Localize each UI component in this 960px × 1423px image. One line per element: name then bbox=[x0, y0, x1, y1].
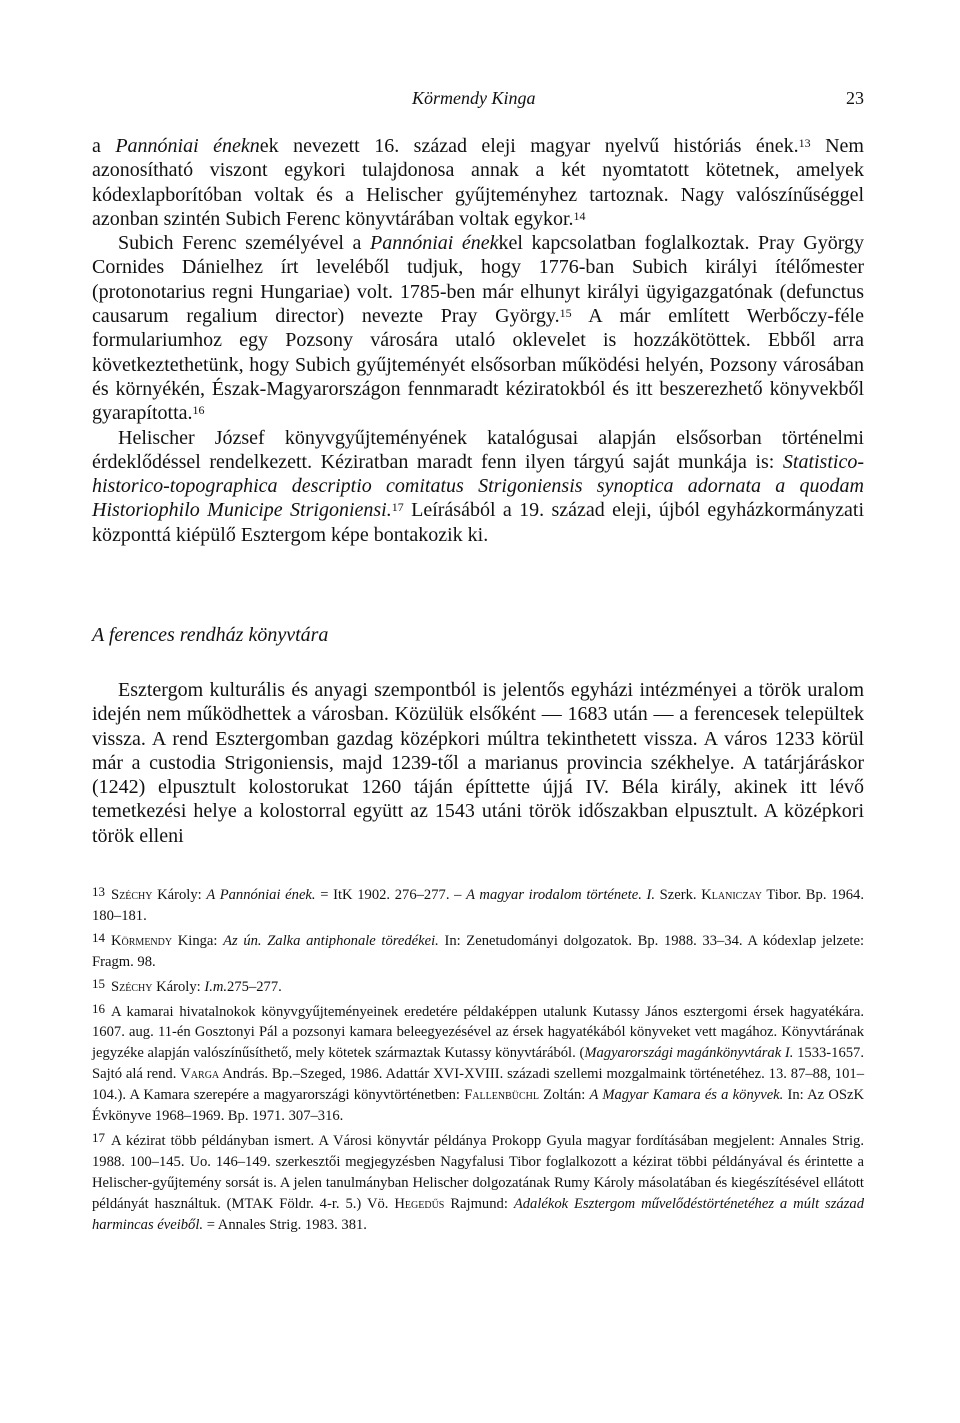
author-name: Klaniczay bbox=[701, 887, 762, 903]
paragraph-3 bbox=[92, 426, 864, 547]
page-header bbox=[92, 88, 864, 112]
author-name: Széchy bbox=[111, 978, 153, 995]
text-run: A kézirat több példányban ismert. A Városi könyvtár példánya Prokopp Gyula magyar fordításában megjelent: Annales Strig. 1988. 100–145. Uo. 146–149. szerkesztői megjegyzésben Nagyfalusi Tibor foglalkozott a kézirat többi példányával és érintette a Helischer-gyűjtemény sorsát is. A jelen tanulmányban Helischer dolgozatának Rumy Károly másolatában és kiegészítésével ellátott példányát használtuk. (MTAK Földr. 4-r. 5.) Vö. bbox=[92, 1132, 864, 1212]
text-run: ek nevezett 16. század eleji magyar nyelvű históriás ének. bbox=[259, 135, 799, 157]
text-run: Tibor. Bp. 1964. 180–181. bbox=[92, 887, 864, 924]
italic-title: I.m. bbox=[204, 978, 228, 995]
italic-title: A Pannóniai ének. bbox=[206, 887, 316, 903]
footnote-ref: 14 bbox=[573, 208, 586, 223]
text-run: = Annales Strig. 1983. 381. bbox=[203, 1216, 367, 1233]
footnote-number: 15 bbox=[92, 975, 105, 991]
footnote-17 bbox=[92, 1131, 864, 1236]
text-run: In: Zenetudományi dolgozatok. Bp. 1988. 33–34. A kódexlap jelzete: Fragm. 98. bbox=[92, 932, 864, 970]
footnote-number: 16 bbox=[92, 1000, 105, 1016]
paragraph-1 bbox=[92, 134, 864, 231]
text-run: A kamarai hivatalnokok könyvgyűjteményeinek eredetére példaképpen utalunk Kutassy János esztergomi érsek hagyatékára. 1607. aug. 11-én Gosztonyi Pál a pozsonyi kamara beleegyezésével az érsek hagyatékából könyveket vett magához. Könyvtárának jegyzéke alapján valószínűsíthető, mely kötetek származtak Kutassy könyvtárából. ( bbox=[92, 1003, 864, 1062]
section-paragraph: Esztergom kulturális és anyagi szempontból is jelentős egyházi intézményei a török uralom idején nem működhettek a városban. Közülük elsőként — 1683 után — a ferencesek települtek vissza. A rend Esztergomban gazdag középkori múltra tekinthetett vissza. A város 1233 körül már a custodia Strigoniensis, majd 1239-től a marianus provincia székhelye. A tatárjáráskor (1242) elpusztult kolostorukat 1260 táján építtette újjá IV. Béla király, akinek itt lévő temetkezési helye a kolostorral együtt az 1543 utáni török időszakban elpusztult. A középkori török elleni bbox=[92, 679, 864, 847]
text-run: 1533-1657. Sajtó alá rend. bbox=[92, 1045, 864, 1083]
text-run: Rajmund: bbox=[444, 1195, 514, 1212]
footnote-ref: 17 bbox=[391, 500, 404, 515]
footnote-number: 13 bbox=[92, 884, 105, 899]
running-head: Körmendy Kinga bbox=[412, 88, 536, 108]
footnote-number: 17 bbox=[92, 1129, 105, 1145]
author-name: Széchy bbox=[111, 887, 153, 903]
italic-title: A Magyar Kamara és a könyvek. bbox=[589, 1087, 784, 1104]
text-run: = ItK 1902. 276–277. – bbox=[315, 887, 467, 903]
author-name: Varga bbox=[180, 1066, 220, 1083]
italic-title: Magyarországi magánkönyvtárak I. bbox=[584, 1045, 794, 1062]
text-run: a bbox=[92, 135, 116, 157]
footnote-13 bbox=[92, 885, 864, 927]
section-text bbox=[92, 678, 864, 848]
author-name: Körmendy bbox=[111, 932, 173, 949]
text-run: András. Bp.–Szeged, 1986. Adattár XVI-XVIII. századi szellemi mozgalmaink történetéhez. 13. 87–88, 101–104.). A Kamara szerepére a magyarországi könyvtörténetben: bbox=[92, 1066, 864, 1104]
footnote-15 bbox=[92, 977, 864, 998]
footnote-16 bbox=[92, 1002, 864, 1127]
footnotes bbox=[92, 885, 864, 1240]
text-run: Zoltán: bbox=[538, 1087, 590, 1104]
section-heading: A ferences rendház könyvtára bbox=[92, 624, 329, 646]
text-run: Szerk. bbox=[655, 887, 702, 903]
footnote-ref: 13 bbox=[798, 136, 811, 150]
paragraph-2 bbox=[92, 231, 864, 425]
text-run: Subich Ferenc személyével a bbox=[118, 232, 370, 255]
footnote-ref: 15 bbox=[559, 306, 572, 321]
italic-title: Adalékok Esztergom művelődéstörténetéhez a múlt század harmincas éveiből. bbox=[92, 1195, 864, 1233]
italic-title: A magyar irodalom története. I. bbox=[466, 887, 656, 903]
author-name: Hegedűs bbox=[394, 1195, 445, 1212]
text-run: Leírásából a 19. század eleji, újból egyházkormányzati központtá kiépülő Esztergom képe bontakozik ki. bbox=[92, 499, 864, 546]
footnote-number: 14 bbox=[92, 929, 105, 945]
text-run: Károly: bbox=[152, 978, 205, 995]
page-number: 23 bbox=[846, 88, 864, 108]
footnote-ref: 16 bbox=[192, 403, 205, 418]
text-run: A már említett Werbőczy-féle formulariumhoz egy Pozsony városára utaló oklevelet is hozzákötöttek. Ebből arra következtethetünk, hogy Subich gyűjteményét elsősorban működési helyén, Pozsony városában és környékén, Észak-Magyarországon fennmaradt kéziratokból és itt beszerezhető könyvekből gyarapította. bbox=[92, 305, 864, 425]
text-run: Nem azonosítható viszont egykori tulajdonosa annak a két nyomtatott kötetnek, amelyek kódexlapborítóban voltak és a Helischer gyűjteményhez tartoznak. Nagy valószínűséggel azonban szintén Subich Ferenc könyvtárában voltak egykor. bbox=[92, 135, 864, 230]
italic-title: Statistico-historico-topographica descriptio comitatus Strigoniensis synoptica adornata a quodam Historiophilo Municipe Strigoniensi. bbox=[92, 450, 864, 522]
footnote-14 bbox=[92, 931, 864, 973]
text-run: Helischer József könyvgyűjteményének katalógusai alapján elsősorban történelmi érdeklődéssel rendelkezett. Kéziratban maradt fenn ilyen tárgyú saját munkája is: bbox=[92, 426, 864, 473]
author-name: Fallenbüchl bbox=[464, 1087, 539, 1104]
italic-title: Pannóniai ének bbox=[369, 232, 499, 255]
text-run: Károly: bbox=[152, 887, 207, 903]
text-run: kel kapcsolatban foglalkoztak. Pray György Cornides Dánielhez írt leveléből tudjuk, hogy 1776-ban Subich királyi ítélőmester (protonotarius regni Hungariae) volt. 1785-ben már elhunyt királyi ügyigazgatónak (defunctus causarum regalium director) nevezte Pray György. bbox=[92, 232, 865, 328]
text-run: Kinga: bbox=[172, 932, 224, 949]
italic-title: Az ún. Zalka antiphonale töredékei. bbox=[223, 932, 439, 949]
italic-title: Pannóniai énekn bbox=[115, 135, 260, 157]
main-text bbox=[92, 134, 864, 547]
text-run: 275–277. bbox=[227, 978, 282, 995]
text-run: In: Az OSzK Évkönyve 1968–1969. Bp. 1971. 307–316. bbox=[92, 1087, 865, 1125]
